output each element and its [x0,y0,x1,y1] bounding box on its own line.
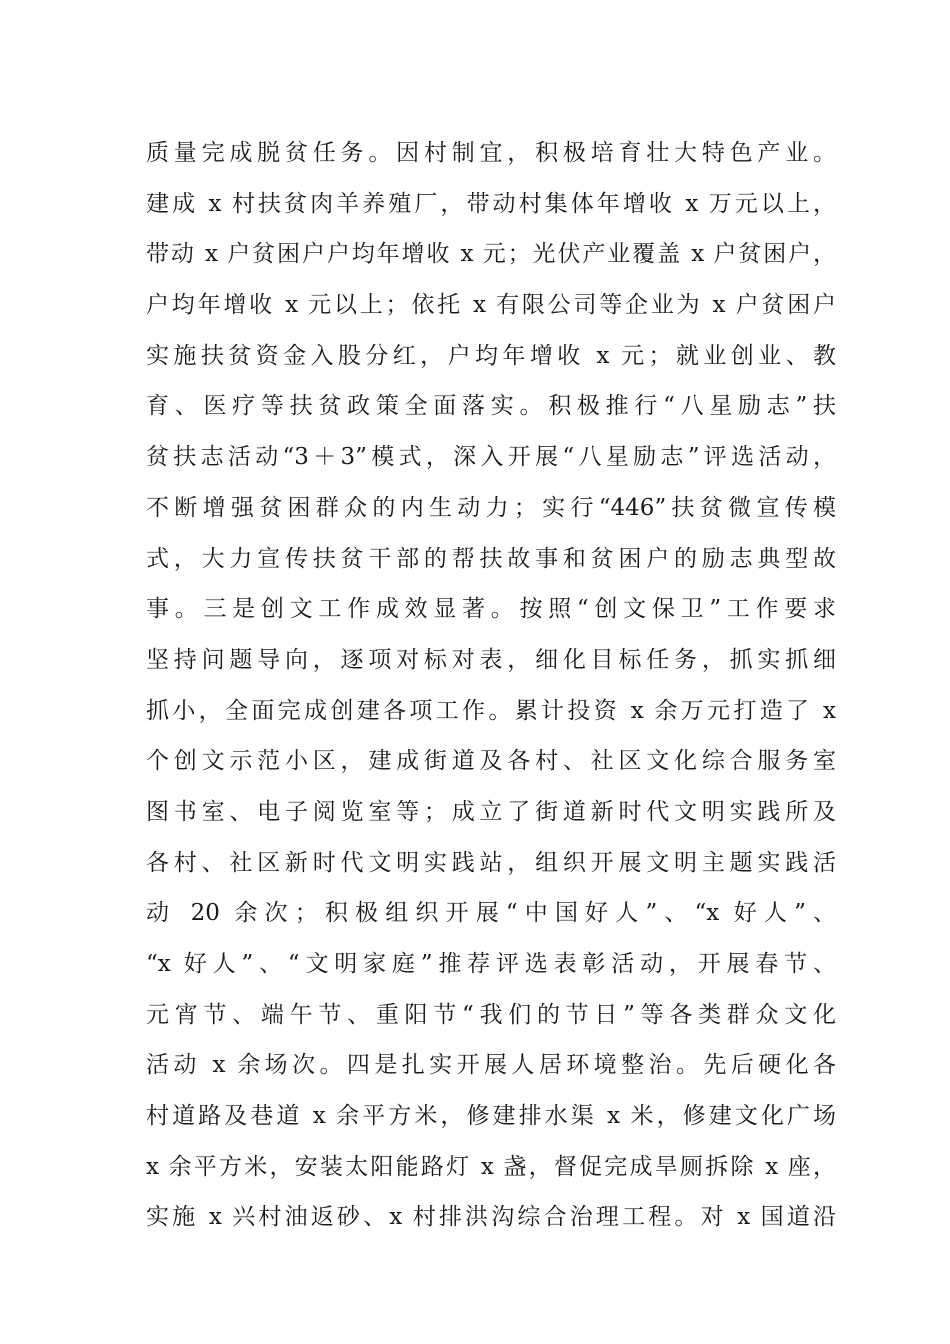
text-line: 户均年增收 x 元以上；依托 x 有限公司等企业为 x 户贫困户 [146,292,836,319]
text-line: 质量完成脱贫任务。因村制宜，积极培育壮大特色产业。 [146,140,836,166]
text-line: 育、医疗等扶贫政策全面落实。积极推行“八星励志”扶 [146,393,836,420]
text-line: “x 好人”、“文明家庭”推荐评选表彰活动，开展春节、 [146,951,836,977]
text-line: 带动 x 户贫困户户均年增收 x 元；光伏产业覆盖 x 户贫困户， [146,241,836,268]
text-line: 不断增强贫困群众的内生动力；实行“446”扶贫微宣传模 [146,494,836,521]
text-line: 式，大力宣传扶贫干部的帮扶故事和贫困户的励志典型故 [146,545,836,572]
text-line: 图书室、电子阅览室等；成立了街道新时代文明实践所及 [146,798,836,825]
text-line: 村道路及巷道 x 余平方米，修建排水渠 x 米，修建文化广场 [146,1103,836,1130]
text-line: x 余平方米，安装太阳能路灯 x 盏，督促完成旱厕拆除 x 座， [146,1153,837,1180]
text-line: 实施 x 兴村油返砂、x 村排洪沟综合治理工程。对 x 国道沿 [146,1204,836,1231]
text-line: 抓小，全面完成创建各项工作。累计投资 x 余万元打造了 x [146,697,836,724]
text-line: 个创文示范小区，建成街道及各村、社区文化综合服务室 [146,748,836,775]
body-text [146,128,836,1243]
text-line: 动 20 余次；积极组织开展“中国好人”、“x 好人”、 [146,900,836,927]
text-line: 贫扶志活动“3＋3”模式，深入开展“八星励志”评选活动， [146,444,836,471]
text-line: 各村、社区新时代文明实践站，组织开展文明主题实践活 [146,849,836,876]
text-line: 坚持问题导向，逐项对标对表，细化目标任务，抓实抓细 [146,646,836,673]
text-line: 事。三是创文工作成效显著。按照“创文保卫”工作要求 [146,596,836,623]
text-line: 活动 x 余场次。四是扎实开展人居环境整治。先后硬化各 [146,1052,836,1079]
text-line: 元宵节、端午节、重阳节“我们的节日”等各类群众文化 [146,1001,836,1028]
text-line: 建成 x 村扶贫肉羊养殖厂，带动村集体年增收 x 万元以上， [146,190,836,217]
text-line: 实施扶贫资金入股分红，户均年增收 x 元；就业创业、教 [146,342,836,369]
